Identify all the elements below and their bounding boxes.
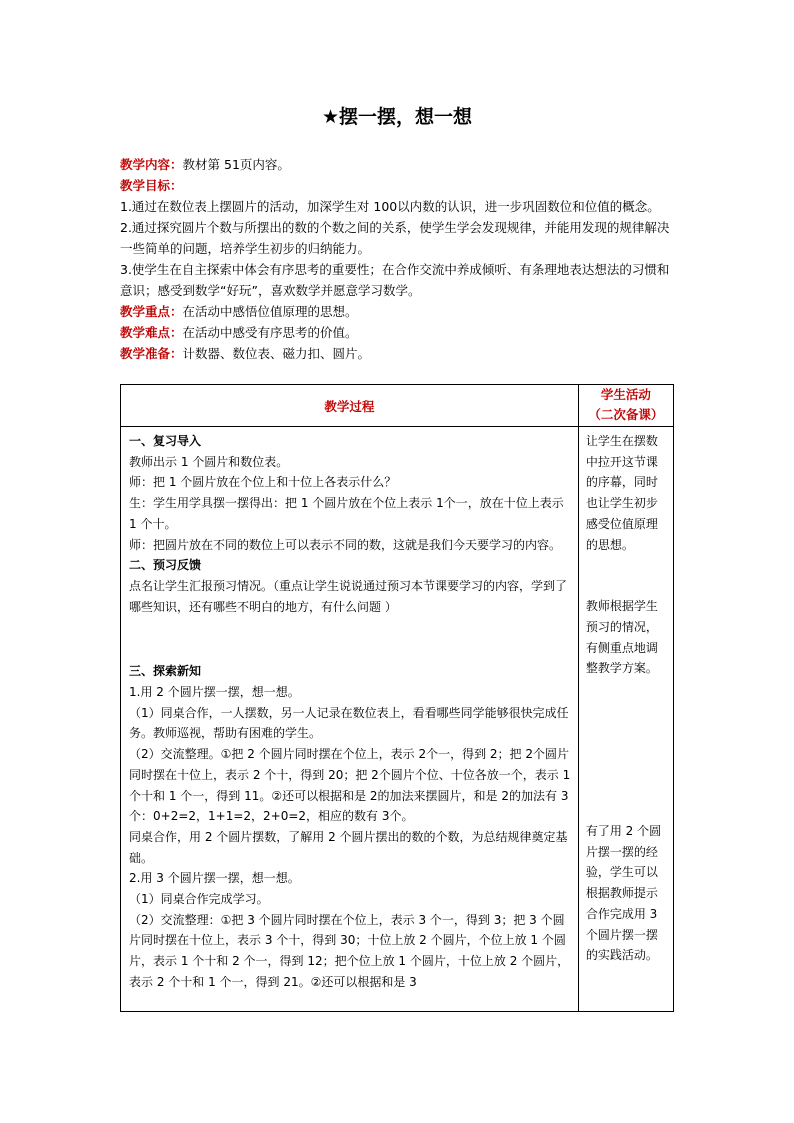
student-note: 让学生在摆数中拉开这节课的序幕，同时也让学生初步感受位值原理的思想。 [585,434,658,552]
process-cell [121,427,579,1012]
goals-label: 教学目标： [120,178,183,193]
process-line: 师：把圆片放在不同的数位上可以表示不同的数，这就是我们今天要学习的内容。 [129,537,562,552]
student-activity-cell [578,427,673,1012]
process-line: 教师出示 1 个圆片和数位表。 [129,454,289,469]
lesson-plan-table [120,384,674,1012]
process-line: （1）同桌合作完成学习。 [129,892,269,907]
section-title: 一、复习导入 [129,434,202,448]
student-note: 有了用 2 个圆片摆一摆的经验，学生可以根据教师提示合作完成用 3 个圆片摆一摆的实践活动。 [585,824,662,963]
process-line: （1）同桌合作，一人摆数，另一人记录在数位表上，看看哪些同学能够很快完成任务。教师巡视，帮助有困难的学生。 [129,705,569,741]
table-header-row [121,385,674,427]
student-note: 教师根据学生预习的情况，有侧重点地调整教学方案。 [585,599,658,676]
spacer [586,679,667,821]
process-line: （2）交流整理。①把 2 个圆片同时摆在个位上，表示 2个一，得到 2；把 2个圆片同时摆在十位上，表示 2 个十，得到 20；把 2个圆片个位、十位各放一个，表示 1 个十和 1 个一，得到 11。②还可以根据和是 2的加法来摆圆片，和是 2的加法有 3个：0+2=2，1+1=2，2+0=2，相应的数有 3个。 [129,747,571,824]
process-line: 生：学生用学具摆一摆得出：把 1 个圆片放在个位上表示 1个一，放在十位上表示 1 个十。 [129,496,564,531]
content-row [120,154,675,364]
goal-item: 3.使学生在自主探索中体会有序思考的重要性；在合作交流中养成倾听、有条理地表达想法的习惯和意识；感受到数学“好玩”，喜欢数学并愿意学习数学。 [120,262,670,298]
header-student [578,385,673,427]
process-line: 1.用 2 个圆片摆一摆，想一想。 [129,685,300,700]
spacer [129,617,572,661]
table-body-row [121,427,674,1012]
header-student-line2: （二次备课） [588,407,664,422]
process-line: （2）交流整理：①把 3 个圆片同时摆在个位上，表示 3 个一，得到 3；把 3 个圆片同时摆在十位上，表示 3 个十，得到 30；十位上放 2 个圆片，个位上放 1 个圆片，表示 1 个十和 2 个一，得到 12；把个位上放 1 个圆片，十位上放 2 个圆片，表示 2 个十和 1 个一，得到 21。②还可以根据和是 3 [129,912,570,989]
process-line: 同桌合作，用 2 个圆片摆数，了解用 2 个圆片摆出的数的个数，为总结规律奠定基础。 [129,829,568,865]
spacer [586,555,667,596]
process-line: 2.用 3 个圆片摆一摆，想一想。 [129,871,300,886]
difficulty-text: 在活动中感受有序思考的价值。 [182,325,358,340]
header-student-line1: 学生活动 [600,387,651,402]
content-text: 教材第 51页内容。 [182,157,290,172]
section-title: 三、探索新知 [129,664,202,679]
header-process: 教学过程 [121,385,579,427]
prep-label: 教学准备： [120,346,183,361]
prep-text: 计数器、数位表、磁力扣、圆片。 [182,346,371,361]
goal-item: 2.通过探究圆片个数与所摆出的数的个数之间的关系，使学生学会发现规律，并能用发现的规律解决一些简单的问题，培养学生初步的归纳能力。 [120,220,670,256]
section-title: 二、预习反馈 [129,558,202,573]
page-title: ★摆一摆，想一想 [321,106,473,128]
key-label: 教学重点： [120,304,183,319]
difficulty-label: 教学难点： [120,325,183,340]
content-label: 教学内容： [120,157,183,172]
goal-item: 1.通过在数位表上摆圆片的活动，加深学生对 100以内数的认识，进一步巩固数位和位值的概念。 [120,199,660,214]
process-line: 点名让学生汇报预习情况。（重点让学生说说通过预习本节课要学习的内容，学到了哪些知识，还有哪些不明白的地方，有什么问题 ） [129,578,568,614]
process-line: 师：把 1 个圆片放在个位上和十位上各表示什么？ [129,475,397,490]
key-text: 在活动中感悟位值原理的思想。 [182,304,358,319]
